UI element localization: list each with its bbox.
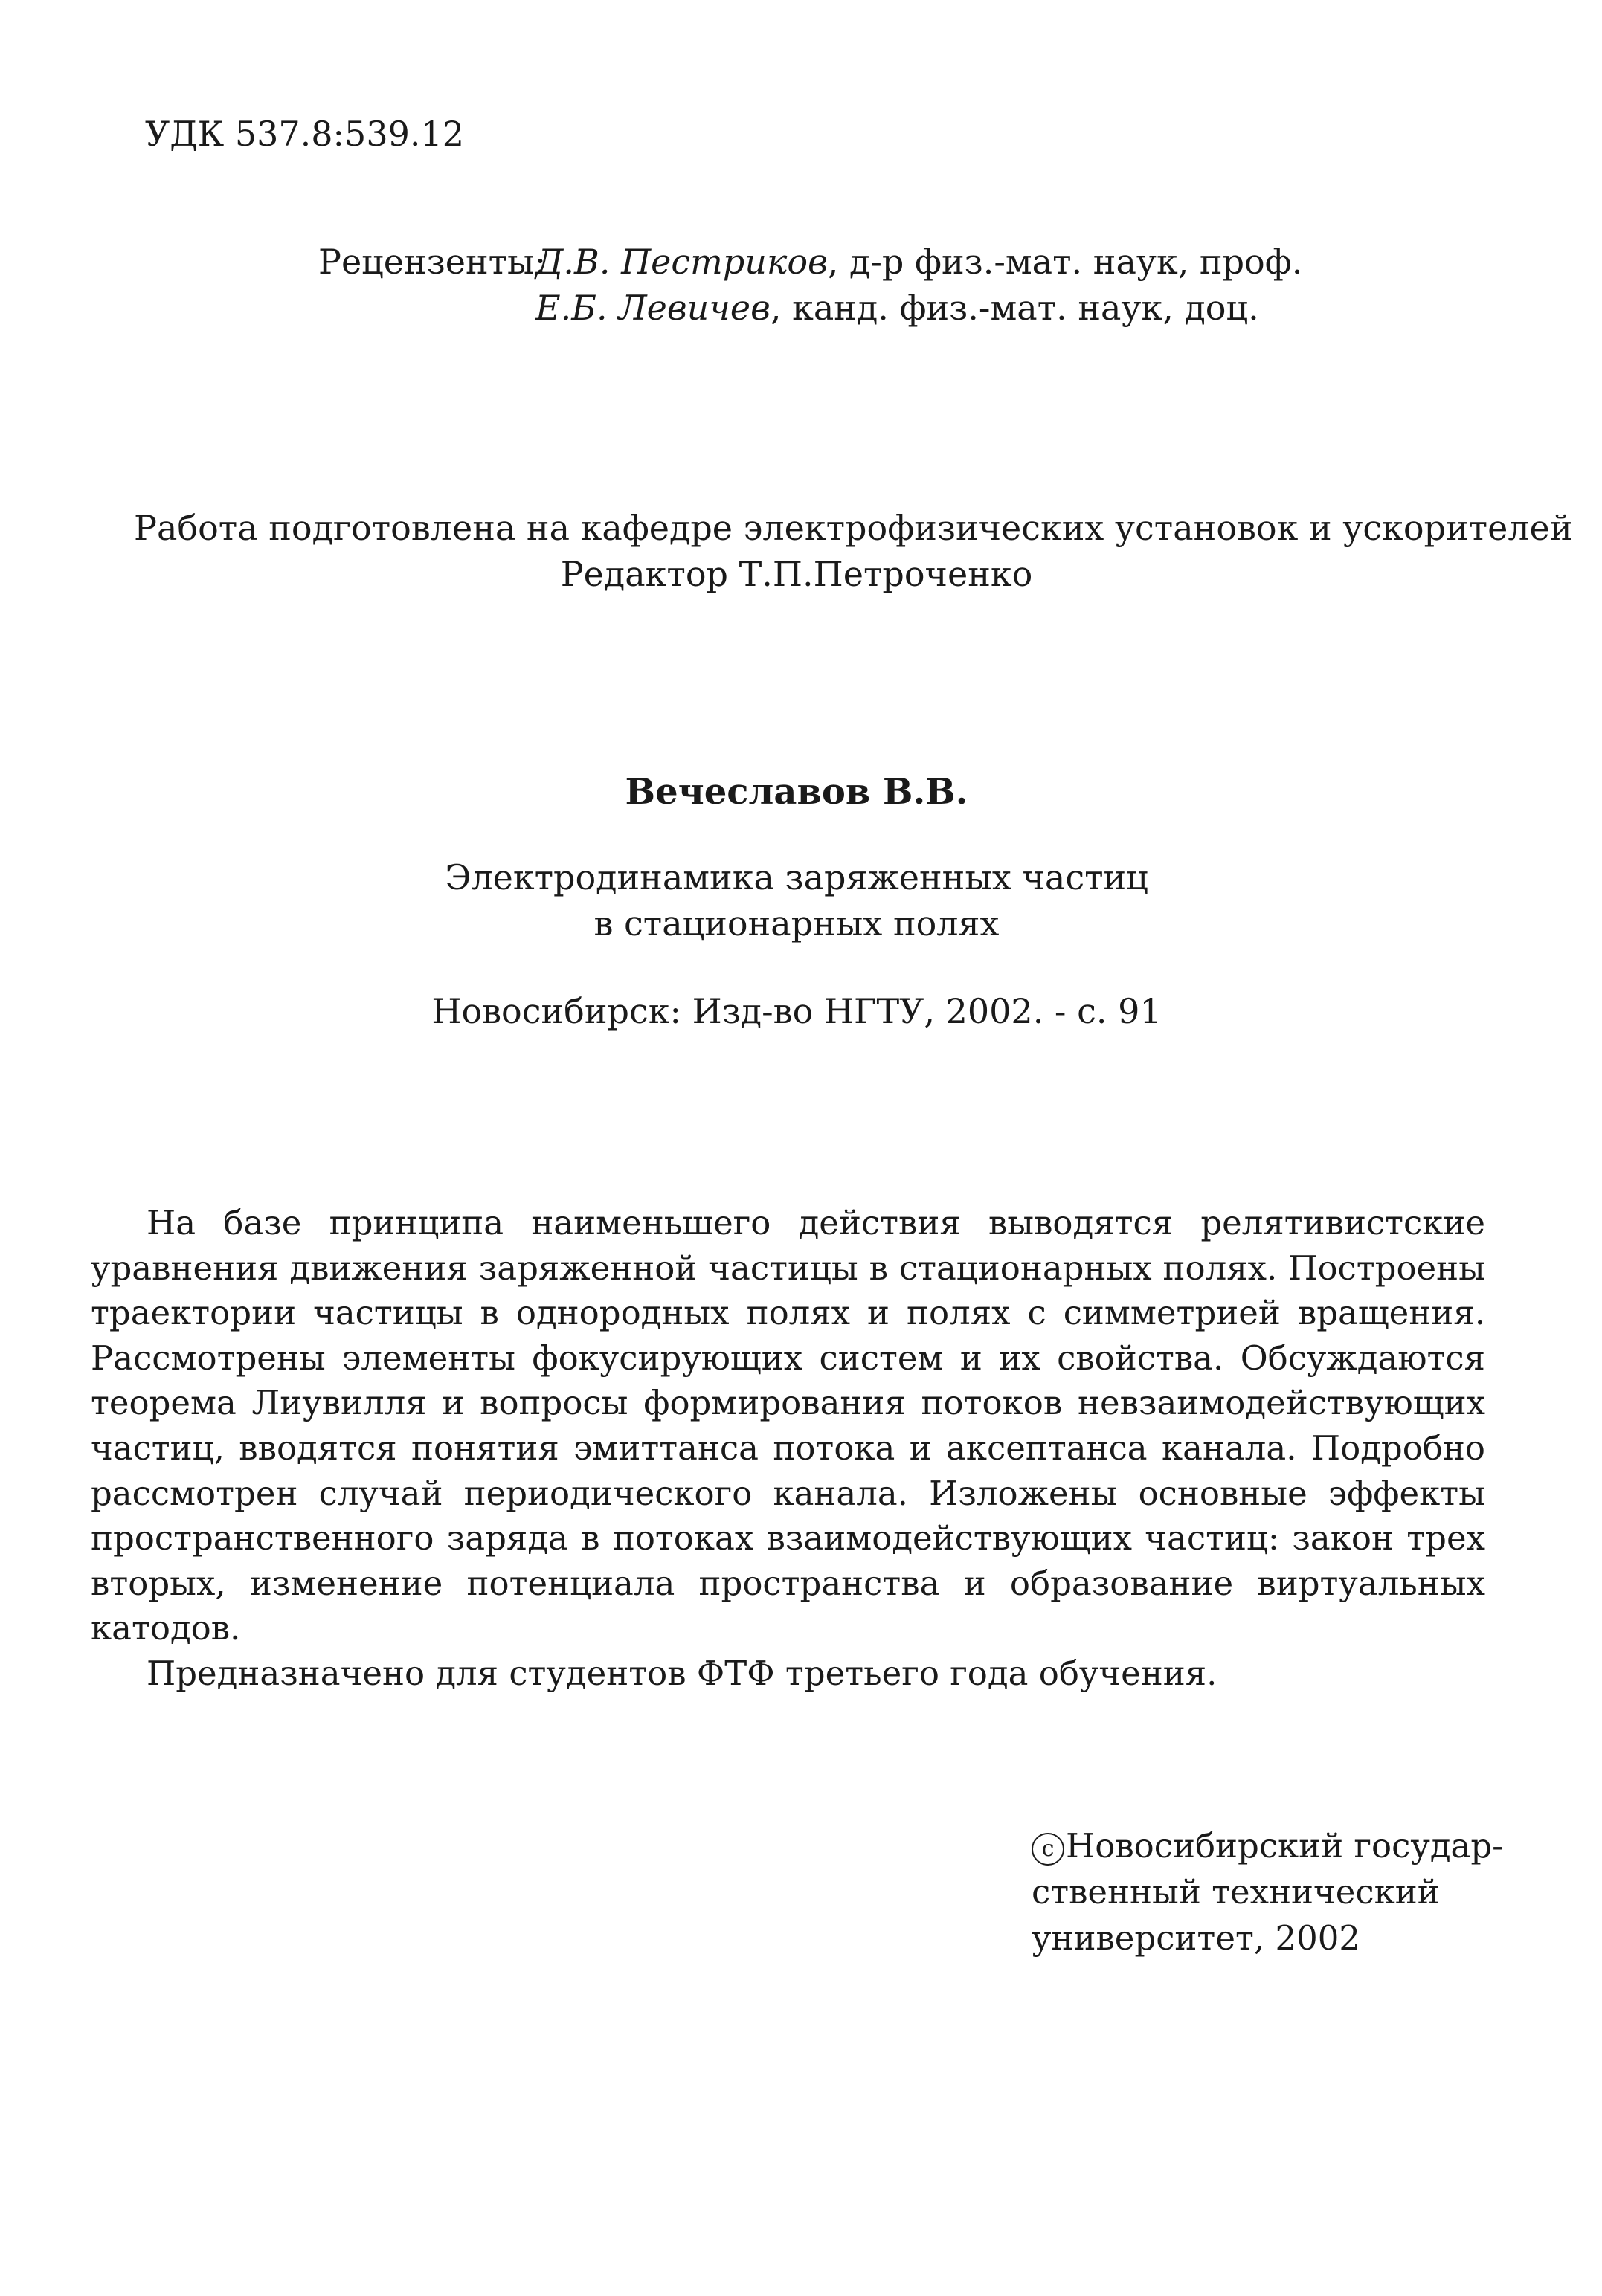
copyright-icon: c — [1032, 1833, 1064, 1866]
book-title-line: Электродинамика заряженных частиц — [445, 857, 1148, 897]
author-name: Вечеславов В.В. — [625, 771, 968, 813]
abstract-paragraph: Предназначено для студентов ФТФ третьего года обучения. — [147, 1653, 1217, 1693]
reviewer-line — [535, 286, 1259, 330]
reviewer-details: , д-р физ.-мат. наук, проф. — [827, 242, 1303, 282]
abstract — [91, 1201, 1485, 1697]
abstract-paragraph: На базе принципа наименьшего действия выводятся релятивистские уравнения движения заряженной частицы в стационарных полях. Построены траектории частицы в однородных полях и полях с симметрией вращения. Рассмотрены элементы фокусирующих систем и их свойства. Обсуждаются теорема Лиувилля и вопросы формирования потоков невзаимодействующих частиц, вводятся понятия эмиттанса потока и аксептанса канала. Подробно рассмотрен случай периодического канала. Изложены основные эффекты пространственного заряда в потоках взаимодействующих частиц: закон трех вторых, изменение потенциала пространства и образование виртуальных катодов. — [91, 1203, 1485, 1648]
editor-credit: Редактор Т.П.Петроченко — [560, 554, 1033, 594]
reviewers-label: Рецензенты: — [318, 242, 547, 282]
reviewer-details: , канд. физ.-мат. наук, доц. — [770, 288, 1259, 328]
reviewer-name: Д.В. Пестриков — [535, 242, 828, 282]
book-title-line: в стационарных полях — [593, 903, 1000, 944]
reviewer-name: Е.Б. Левичев — [535, 288, 771, 328]
copyright-text: Новосибирский государ- — [1066, 1826, 1504, 1866]
copyright-line: ственный технический — [1032, 1872, 1440, 1912]
imprint: Новосибирск: Изд-во НГТУ, 2002. - с. 91 — [431, 991, 1162, 1031]
reviewer-line — [535, 239, 1302, 284]
copyright-notice — [1032, 1823, 1503, 1961]
copyright-line — [1032, 1823, 1503, 1869]
department-note: Работа подготовлена на кафедре электрофизических установок и ускорителей — [134, 508, 1573, 548]
copyright-line: университет, 2002 — [1032, 1918, 1360, 1958]
udc-code: УДК 537.8:539.12 — [145, 114, 465, 154]
